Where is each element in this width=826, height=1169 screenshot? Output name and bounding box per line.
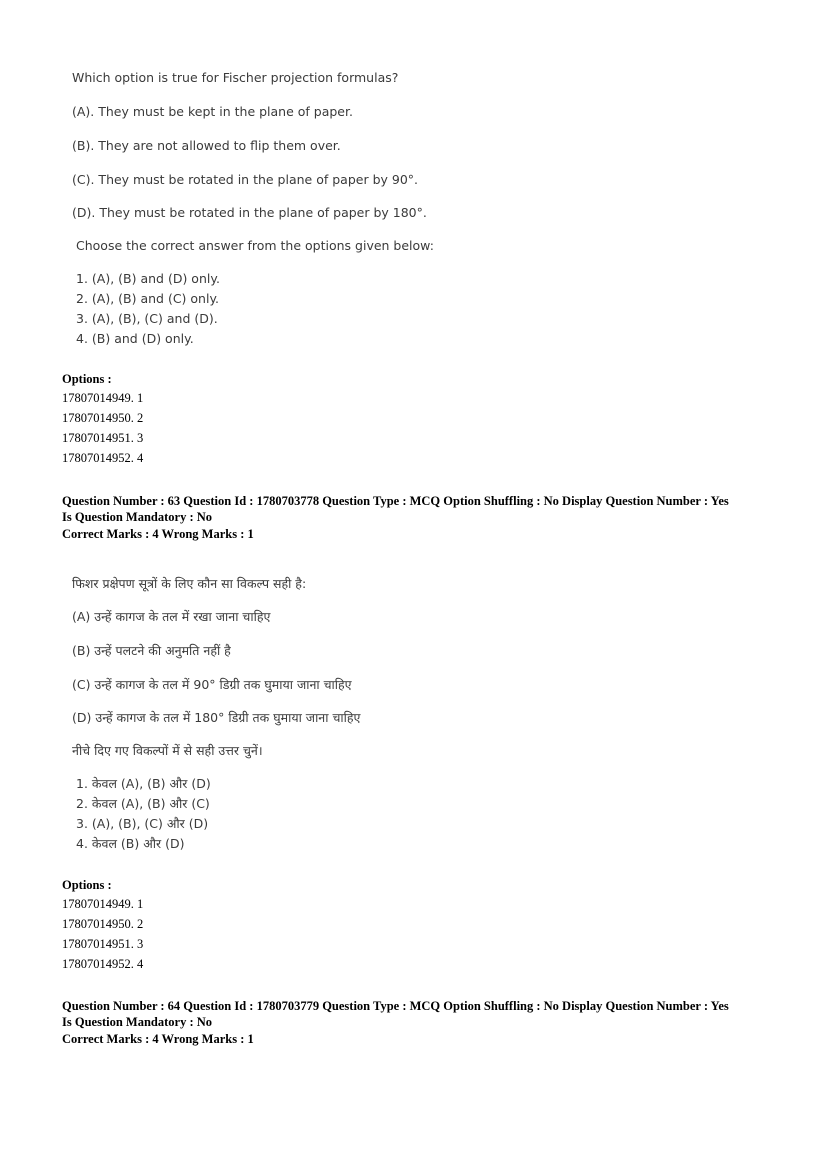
option-4: 17807014952. 4 [62, 957, 144, 971]
option-2: 17807014950. 2 [62, 411, 144, 425]
statement-a: (A) उन्हें कागज के तल में रखा जाना चाहिए [72, 609, 271, 624]
question-63-header: Question Number : 63 Question Id : 1780703778 Question Type : MCQ Option Shuffling : No Display Question Number : Yes [62, 494, 729, 508]
question-64-mandatory: Is Question Mandatory : No [62, 1015, 213, 1029]
instruction: नीचे दिए गए विकल्पों में से सही उत्तर चुनें। [72, 743, 263, 758]
instruction: Choose the correct answer from the options given below: [76, 238, 434, 253]
question-stem: फिशर प्रक्षेपण सूत्रों के लिए कौन सा विकल्प सही है: [72, 576, 307, 591]
question-63-hindi-image [62, 565, 762, 865]
option-3: 17807014951. 3 [62, 937, 144, 951]
choice-4: 4. केवल (B) और (D) [76, 836, 185, 851]
question-62-english-image [62, 60, 762, 360]
question-64-header: Question Number : 64 Question Id : 1780703779 Question Type : MCQ Option Shuffling : No Display Question Number : Yes [62, 999, 729, 1013]
option-1: 17807014949. 1 [62, 897, 144, 911]
statement-a: (A). They must be kept in the plane of paper. [72, 104, 353, 119]
choice-4: 4. (B) and (D) only. [76, 331, 194, 346]
choice-3: 3. (A), (B), (C) और (D) [76, 816, 209, 831]
choice-2: 2. (A), (B) and (C) only. [76, 291, 220, 306]
statement-b: (B) उन्हें पलटने की अनुमति नहीं है [72, 643, 231, 658]
statement-b: (B). They are not allowed to flip them over. [72, 138, 341, 153]
options-label: Options : [62, 878, 112, 892]
statement-c: (C) उन्हें कागज के तल में 90° डिग्री तक घुमाया जाना चाहिए [72, 677, 352, 692]
choice-3: 3. (A), (B), (C) and (D). [76, 311, 218, 326]
option-3: 17807014951. 3 [62, 431, 144, 445]
statement-c: (C). They must be rotated in the plane of paper by 90°. [72, 172, 419, 187]
option-4: 17807014952. 4 [62, 451, 144, 465]
options-label: Options : [62, 372, 112, 386]
question-63-marks: Correct Marks : 4 Wrong Marks : 1 [62, 527, 254, 541]
option-1: 17807014949. 1 [62, 391, 144, 405]
choice-1: 1. (A), (B) and (D) only. [76, 271, 220, 286]
question-64-marks: Correct Marks : 4 Wrong Marks : 1 [62, 1032, 254, 1046]
choice-1: 1. केवल (A), (B) और (D) [76, 776, 211, 791]
question-63-mandatory: Is Question Mandatory : No [62, 510, 213, 524]
choice-2: 2. केवल (A), (B) और (C) [76, 796, 210, 811]
option-2: 17807014950. 2 [62, 917, 144, 931]
statement-d: (D) उन्हें कागज के तल में 180° डिग्री तक घुमाया जाना चाहिए [72, 710, 361, 725]
statement-d: (D). They must be rotated in the plane of paper by 180°. [72, 205, 427, 220]
question-stem: Which option is true for Fischer projection formulas? [72, 70, 399, 85]
